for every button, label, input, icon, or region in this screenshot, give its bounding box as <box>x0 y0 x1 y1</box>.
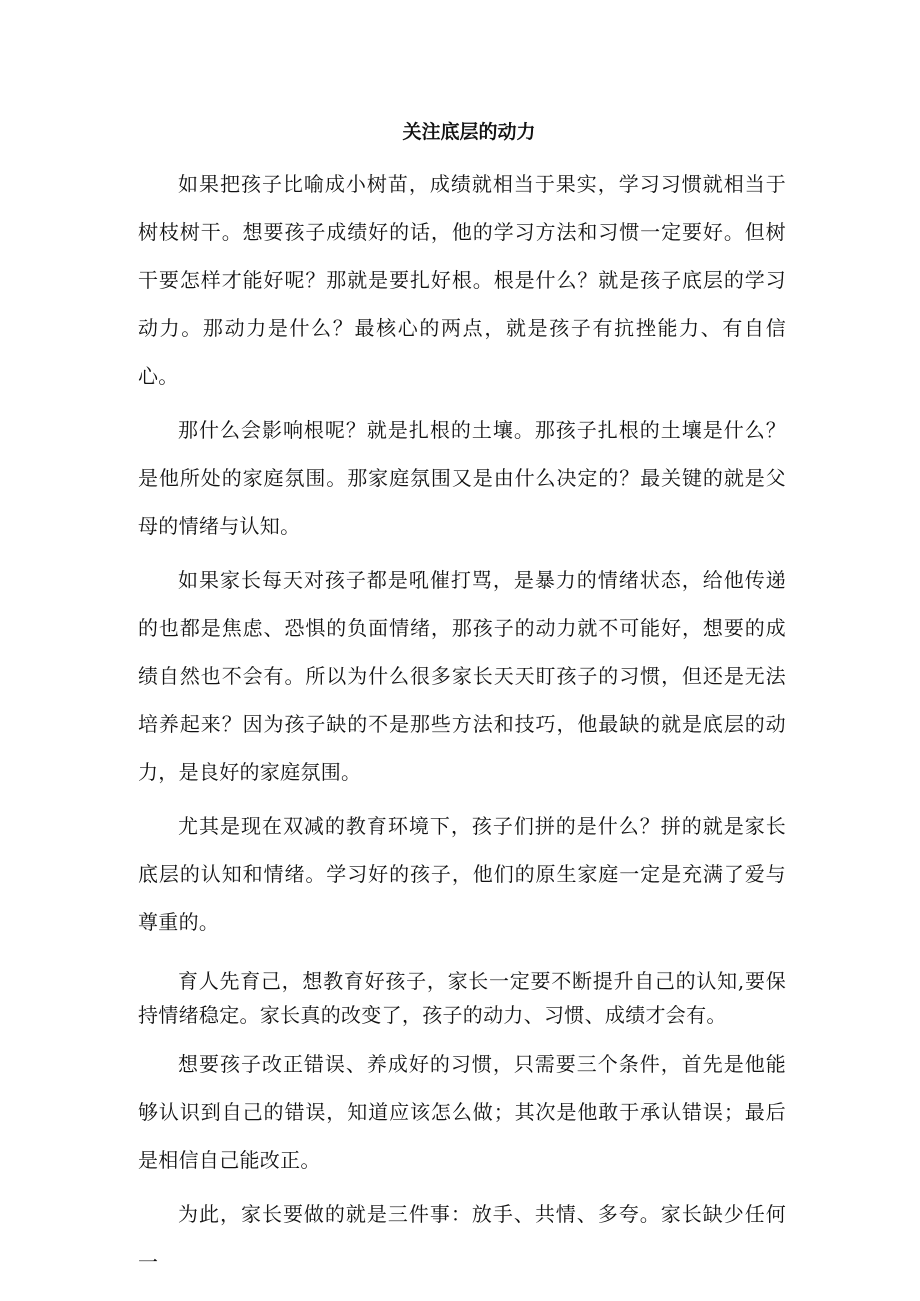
paragraph-3: 如果家长每天对孩子都是吼催打骂，是暴力的情绪状态，给他传递的也都是焦虑、恐惧的负面情绪，那孩子的动力就不可能好，想要的成绩自然也不会有。所以为什么很多家长天天盯孩子的习惯，但还是无法培养起来？因为孩子缺的不是那些方法和技巧，他最缺的就是底层的动力，是良好的家庭氛围。 <box>138 568 786 784</box>
document-page <box>138 110 786 1286</box>
paragraph-4: 尤其是现在双减的教育环境下，孩子们拼的是什么？拼的就是家长底层的认知和情绪。学习好的孩子，他们的原生家庭一定是充满了爱与尊重的。 <box>138 814 786 934</box>
paragraph-6: 想要孩子改正错误、养成好的习惯，只需要三个条件，首先是他能够认识到自己的错误，知道应该怎么做；其次是他敢于承认错误；最后是相信自己能改正。 <box>138 1052 786 1172</box>
paragraph-1: 如果把孩子比喻成小树苗，成绩就相当于果实，学习习惯就相当于树枝树干。想要孩子成绩好的话，他的学习方法和习惯一定要好。但树干要怎样才能好呢？那就是要扎好根。根是什么？就是孩子底层的学习动力。那动力是什么？最核心的两点，就是孩子有抗挫能力、有自信心。 <box>138 172 786 388</box>
paragraph-5: 育人先育己，想教育好孩子，家长一定要不断提升自己的认知,要保持情绪稳定。家长真的改变了，孩子的动力、习惯、成绩才会有。 <box>138 969 786 1027</box>
document-title: 关注底层的动力 <box>402 121 536 143</box>
paragraph-7: 为此，家长要做的就是三件事：放手、共情、多夸。家长缺少任何一 <box>138 1202 786 1274</box>
paragraph-2: 那什么会影响根呢？就是扎根的土壤。那孩子扎根的土壤是什么？是他所处的家庭氛围。那家庭氛围又是由什么决定的？最关键的就是父母的情绪与认知。 <box>138 418 786 538</box>
